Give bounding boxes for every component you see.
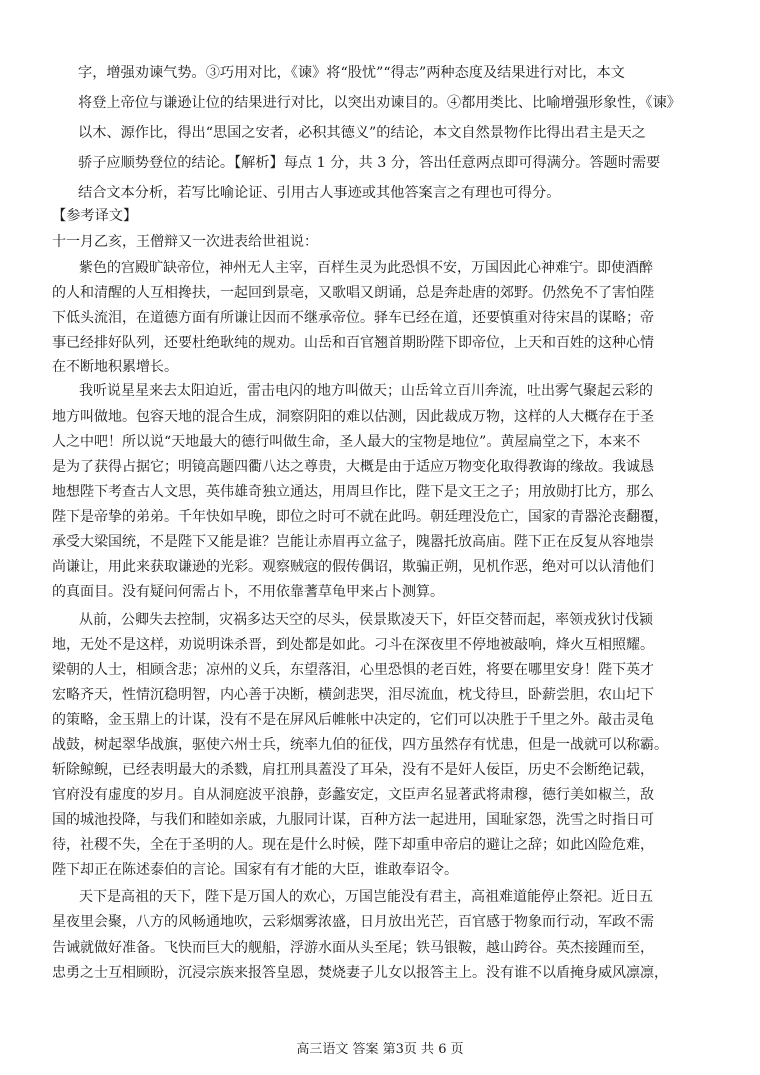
paragraph-line: 陛下却正在陈述泰伯的言论。国家有有才能的大臣，谁敢奉诏令。 — [52, 862, 458, 878]
answer-line: 以木、源作比，得出“思国之安者，必积其德义”的结论，本文自然景物作比得出君主是天之 — [78, 125, 646, 141]
paragraph-line: 梁朝的人士，相顾含悲；凉州的义兵，东望落泪，心里恐惧的老百姓，将要在哪里安身！陛下英才 — [52, 662, 654, 678]
paragraph-line: 宏略齐天，性情沉稳明智，内心善于决断，横剑悲哭，泪尽流血，枕戈待旦，卧薪尝胆，农山圮下 — [52, 687, 654, 703]
paragraph-line: 的人和清醒的人互相搀扶，一起回到景亳，又歌唱又朗诵，总是奔赴唐的郊野。仍然免不了害怕陛 — [52, 285, 654, 301]
page-footer: 高三语文 答案 第3页 共 6 页 — [296, 1042, 464, 1057]
paragraph-line: 告诫就做好准备。飞快而巨大的舰船，浮游水面从头至尾；铁马银鞍，越山跨谷。英杰接踵而至， — [52, 940, 654, 956]
paragraph-line: 陛下是帝挚的弟弟。千年快如早晚，即位之时可不就在此吗。朝廷理没危亡，国家的青器沦丧翻覆， — [52, 509, 668, 525]
paragraph-line: 在不断地积累增长。 — [52, 359, 178, 375]
opening-line: 十一月乙亥，王僧辩又一次进表给世祖说： — [52, 234, 318, 250]
paragraph-line: 下低头流泪，在道德方面有所谦让因而不继承帝位。驿车已经在道，还要慎重对待宋昌的谋略；帝 — [52, 310, 654, 326]
paragraph-line: 我听说星星来去太阳迫近，雷击电闪的地方叫做天；山岳耸立百川奔流，吐出雾气聚起云彩的 — [79, 383, 653, 399]
paragraph-line: 紫色的宫殿旷缺帝位，神州无人主宰，百样生灵为此恐惧不安，万国因此心神难宁。即使酒醉 — [79, 260, 653, 276]
paragraph-line: 待，社稷不失，全在于圣明的人。现在是什么时候，陛下却重申帝启的避让之辞；如此凶险危难， — [52, 837, 654, 853]
paragraph-line: 国的城池投降，与我们和睦如亲戚，九服同计谋，百种方法一起进用，国耻家怨，洗雪之时指日可 — [52, 812, 654, 828]
paragraph-line: 人之中吧！所以说“天地最大的德行叫做生命，圣人最大的宝物是地位”。黄屋扁堂之下，本来不 — [52, 434, 641, 450]
paragraph-line: 地方叫做地。包容天地的混合生成，洞察阴阳的难以估测，因此裁成万物，这样的人大概存在于圣 — [52, 409, 654, 425]
paragraph-line: 星夜里会聚，八方的风畅通地吹，云彩烟雾浓盛，日月放出光芒，百官感于物象而行动，军政不需 — [52, 914, 654, 930]
paragraph-line: 官府没有虚度的岁月。自从洞庭波平浪静，彭蠡安定，文臣声名显著武将肃穆，德行美如椒兰，敌 — [52, 787, 654, 803]
paragraph-line: 忠勇之士互相顾盼，沉浸宗族来报答皇恩，焚烧妻子儿女以报答主上。没有谁不以盾掩身威风凛凛， — [52, 965, 668, 981]
paragraph-line: 的策略，金玉鼎上的计谋，没有不是在屏风后帷帐中决定的，它们可以决胜于千里之外。敲击灵龟 — [52, 712, 654, 728]
paragraph-line: 地想陛下考查古人文思，英伟雄奇独立通达，用周旦作比，陛下是文王之子；用放勋打比方，那么 — [52, 484, 654, 500]
translation-heading: 【参考译文】 — [52, 208, 138, 224]
answer-line: 字，增强劝谏气势。③巧用对比，《谏》将“股忧”“得志”两种态度及结果进行对比，本文 — [78, 65, 625, 81]
answer-line: 结合文本分析，若写比喻论证、引用古人事迹或其他答案言之有理也可得分。 — [78, 185, 561, 201]
paragraph-line: 战鼓，树起翠华战旗，驱使六州士兵，统率九伯的征伐，四方虽然存有忧患，但是一战就可以称霸。 — [52, 737, 668, 753]
paragraph-line: 地，无处不是这样，劝说明诛杀晋，到处都是如此。刁斗在深夜里不停地被敲响，烽火互相照耀。 — [52, 637, 654, 653]
paragraph-line: 斩除鲸鲵，已经表明最大的杀戮，肩扛刑具蓋没了耳朵，没有不是奸人佞臣，历史不会断绝记载， — [52, 762, 654, 778]
paragraph-line: 天下是高祖的天下，陛下是万国人的欢心，万国岂能没有君主，高祖难道能停止祭祀。近日五 — [79, 889, 653, 905]
paragraph-line: 是为了获得占据它；明镜高题四衢八达之尊贵，大概是由于适应万物变化取得教诲的缘故。我诚恳 — [52, 459, 654, 475]
paragraph-line: 从前，公卿失去控制，灾祸多达天空的尽头，侯景欺凌天下，奸臣交替而起，率领戎狄讨伐颍 — [79, 612, 653, 628]
paragraph-line: 事已经排好队列，还要杜绝耿纯的规劝。山岳和百官翘首期盼陛下即帝位，上天和百姓的这种心情 — [52, 335, 654, 351]
answer-line: 骄子应顺势登位的结论。【解析】每点 1 分，共 3 分，答出任意两点即可得满分。答题时需要 — [78, 155, 661, 171]
paragraph-line: 尚谦让，用此来获取谦逊的光彩。观察贼寇的假传偶诏，欺骗正朔，见机作恶，绝对可以认清他们 — [52, 559, 654, 575]
answer-line: 将登上帝位与谦逊让位的结果进行对比，以突出劝谏目的。④都用类比、比喻增强形象性，《谏》 — [78, 95, 681, 111]
paragraph-line: 承受大梁国统，不是陛下又能是谁？岂能让赤眉再立盆子，隗嚣托放高庙。陛下正在反复从容地崇 — [52, 534, 654, 550]
paragraph-line: 的真面目。没有疑问何需占卜，不用依靠蓍草龟甲来占卜测算。 — [52, 584, 444, 600]
